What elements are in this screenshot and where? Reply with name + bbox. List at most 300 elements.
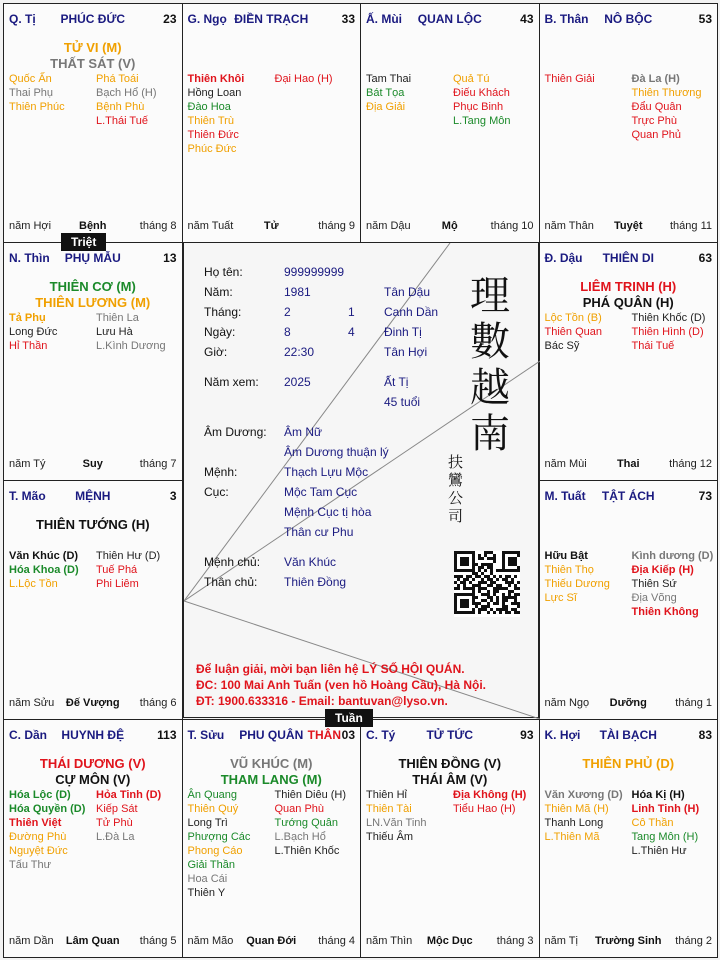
minor-stars-left [9, 549, 79, 591]
minor-star: Hóa Lộc (D) [9, 788, 71, 801]
info-value: Đinh Tị [384, 325, 422, 339]
minor-star: Thiên Khốc (D) [631, 311, 706, 324]
palace-footer [545, 935, 713, 949]
month-label: tháng 7 [139, 458, 177, 470]
earthly-branch: T. Mão [9, 489, 46, 503]
minor-star: Tả Phụ [9, 311, 46, 324]
month-label: tháng 4 [318, 935, 355, 947]
year-label: năm Dần [9, 935, 54, 947]
minor-star: Thiên Giải [544, 73, 595, 85]
minor-star: Địa Võng [631, 592, 677, 604]
palace-age: 113 [157, 727, 177, 742]
life-stage: Đế Vượng [65, 696, 120, 709]
main-star: VŨ KHÚC (M) [230, 755, 313, 771]
info-value: 8 [284, 325, 291, 339]
year-label: năm Sửu [9, 696, 55, 709]
minor-star: Hữu Bật [544, 550, 588, 562]
minor-star: Hóa Quyền (D) [9, 802, 86, 815]
palace-name: PHÚC ĐỨC [60, 12, 126, 26]
minor-star: Hoa Cái [187, 872, 228, 885]
main-star: PHÁ QUÂN (H) [582, 294, 674, 310]
earthly-branch: C. Tý [366, 727, 396, 742]
seal-text: 扶鸞公司 [448, 453, 464, 525]
minor-stars-right [275, 788, 347, 858]
info-value: Canh Dần [384, 305, 439, 319]
logo-char: 數 [470, 319, 510, 365]
minor-star: Thanh Long [544, 816, 604, 829]
info-label: Ngày: [204, 325, 236, 339]
palace-age: 73 [698, 489, 712, 503]
info-row [204, 285, 464, 301]
palace-footer [545, 458, 713, 472]
minor-star: Trực Phù [631, 115, 677, 127]
info-value: 2 [284, 305, 291, 319]
minor-stars-left [545, 788, 623, 844]
palace-footer [9, 935, 177, 949]
main-star: THIÊN ĐỒNG (V) [398, 755, 502, 771]
palace-age: 23 [163, 12, 177, 26]
year-label: năm Dậu [366, 219, 411, 232]
palace-cell-dan[interactable] [3, 719, 183, 959]
palace-cell-ty[interactable] [360, 719, 540, 959]
info-value: 2025 [284, 375, 311, 389]
qr-code[interactable] [454, 551, 520, 617]
year-label: năm Mùi [544, 458, 587, 470]
info-label: Cục: [204, 485, 229, 499]
palace-header [188, 728, 356, 744]
info-value: Thiên Đồng [284, 575, 347, 589]
minor-stars-right [453, 72, 510, 128]
main-star: THIÊN PHỦ (D) [582, 755, 675, 771]
palace-name: PHU QUÂN [239, 727, 304, 742]
minor-star: Thai Phụ [9, 87, 54, 99]
main-stars [361, 756, 539, 788]
main-star: THIÊN CƠ (M) [49, 278, 136, 294]
minor-star: Văn Xương (D) [544, 788, 623, 801]
minor-star: Giải Thần [187, 858, 235, 871]
info-label: Giờ: [204, 345, 228, 359]
palace-cell-mui[interactable] [360, 3, 540, 243]
minor-star: Nguyệt Đức [9, 844, 68, 857]
palace-footer [9, 220, 177, 234]
minor-star: Lực Sĩ [544, 592, 577, 604]
minor-star: Long Trì [187, 816, 228, 829]
info-value: 22:30 [284, 345, 315, 359]
minor-star: Bệnh Phù [96, 101, 145, 113]
earthly-branch: G. Ngọ [187, 12, 227, 26]
minor-star: Phúc Đức [187, 143, 237, 155]
contact-block [196, 661, 486, 709]
palace-header [545, 489, 713, 505]
minor-star: Thiên Việt [9, 816, 62, 829]
minor-star: Hóa Kị (H) [631, 788, 685, 801]
logo-char: 南 [470, 411, 510, 457]
minor-star: Thiếu Âm [366, 830, 414, 843]
month-label: tháng 11 [669, 219, 712, 232]
minor-star: Linh Tinh (H) [631, 802, 700, 815]
info-label: Năm xem: [204, 375, 259, 389]
minor-star: Thiên Không [631, 606, 699, 618]
main-stars [4, 756, 182, 788]
year-label: năm Tuất [187, 219, 234, 232]
palace-cell-suu[interactable] [182, 719, 362, 959]
info-value: 45 tuổi [384, 395, 421, 409]
life-stage: Lâm Quan [65, 935, 120, 947]
main-star: THIÊN TƯỚNG (H) [35, 517, 150, 532]
minor-star: Phục Binh [453, 101, 504, 113]
info-value: Âm Nữ [284, 425, 323, 439]
life-stage: Thai [616, 458, 640, 470]
minor-star: L.Thiên Mã [544, 830, 600, 843]
earthly-branch: K. Hợi [544, 727, 581, 742]
earthly-branch: Ấ. Mùi [366, 12, 402, 26]
info-label: Mệnh: [204, 465, 238, 479]
main-star: THẤT SÁT (V) [50, 56, 136, 71]
info-row [204, 445, 464, 461]
palace-age: 03 [341, 727, 355, 742]
minor-star: Tử Phù [96, 816, 133, 829]
minor-star: Hỉ Thần [9, 339, 48, 352]
minor-star: Lưu Hà [96, 325, 133, 338]
palace-cell-tuat[interactable] [539, 480, 719, 720]
minor-star: Địa Giải [366, 101, 406, 113]
minor-star: Thiên Diêu (H) [274, 788, 347, 801]
minor-star: Phá Toái [96, 73, 139, 85]
minor-star: Thiên Phúc [9, 101, 65, 113]
minor-star: LN.Văn Tinh [366, 816, 427, 829]
info-value: Tân Dậu [384, 285, 431, 299]
minor-star: Quốc Ấn [9, 73, 52, 85]
minor-stars-right [632, 549, 714, 619]
minor-star: Bạch Hổ (H) [96, 87, 157, 99]
palace-header [545, 12, 713, 28]
month-label: tháng 2 [675, 935, 712, 947]
minor-star: Thiên Trù [187, 115, 234, 127]
minor-star: Hỏa Tinh (D) [96, 788, 162, 801]
info-value: Tân Hợi [384, 345, 428, 359]
minor-stars-right [453, 788, 526, 816]
palace-header [366, 728, 534, 744]
main-star: LIÊM TRINH (H) [580, 278, 677, 294]
minor-stars-left [545, 311, 602, 353]
life-stage: Quan Đới [246, 935, 297, 947]
earthly-branch: T. Sửu [187, 727, 225, 742]
minor-star: Tuế Phá [96, 564, 138, 576]
minor-stars-right [632, 311, 706, 353]
minor-star: L.Lộc Tồn [9, 578, 58, 590]
month-label: tháng 6 [139, 696, 177, 709]
minor-star: Kình dương (D) [631, 550, 714, 562]
palace-age: 33 [341, 12, 355, 26]
main-star: THAM LANG (M) [220, 771, 322, 787]
minor-star: Thiên La [96, 311, 139, 324]
minor-stars-left [9, 72, 65, 114]
info-label: Âm Dương: [204, 425, 267, 439]
minor-stars-left [545, 549, 610, 605]
minor-stars-right [275, 72, 333, 86]
triet-tag: Triệt [61, 233, 106, 251]
palace-name: THIÊN DI [602, 250, 654, 265]
minor-stars-right [632, 72, 702, 142]
minor-star: Long Đức [9, 325, 58, 338]
info-row [204, 555, 464, 571]
info-value: Văn Khúc [284, 555, 337, 569]
minor-star: Tam Thai [366, 73, 412, 85]
minor-star: Bát Tọa [366, 87, 405, 99]
minor-star: Lộc Tồn (B) [544, 311, 602, 324]
than-marker: THÂN [307, 727, 341, 742]
minor-star: Thiên Đức [187, 129, 239, 141]
palace-age: 13 [163, 250, 177, 265]
palace-cell-ti[interactable] [3, 3, 183, 243]
palace-age: 93 [520, 727, 534, 742]
minor-star: L.Thiên Hư [631, 844, 687, 857]
minor-star: Thiên Thương [631, 87, 702, 99]
minor-star: Phượng Các [187, 830, 251, 843]
life-stage: Mộ [441, 219, 458, 232]
minor-star: L.Bạch Hổ [274, 830, 326, 843]
palace-footer [545, 697, 713, 711]
minor-star: L.Đà La [96, 830, 135, 843]
minor-star: L.Thái Tuế [96, 115, 148, 127]
minor-stars-left [188, 788, 251, 900]
life-stage: Tuyệt [613, 219, 643, 232]
main-stars [183, 756, 361, 788]
info-value: 1 [348, 305, 355, 319]
palace-footer [545, 220, 713, 234]
year-label: năm Thìn [366, 935, 413, 947]
main-stars [4, 517, 182, 533]
month-label: tháng 8 [139, 219, 177, 232]
info-value: 999999999 [284, 265, 345, 279]
life-stage: Tử [263, 219, 279, 232]
palace-header [545, 728, 713, 744]
main-stars [540, 756, 718, 772]
palace-age: 43 [520, 12, 534, 26]
minor-star: Thiên Thọ [544, 564, 594, 576]
minor-star: Quan Phù [274, 802, 325, 815]
minor-star: Đào Hoa [187, 101, 231, 113]
info-row [204, 575, 464, 591]
main-stars [540, 279, 718, 311]
info-row [204, 305, 464, 321]
month-label: tháng 1 [675, 696, 712, 709]
month-label: tháng 12 [669, 458, 712, 470]
palace-name: TÀI BẠCH [599, 727, 657, 742]
info-row [204, 425, 464, 441]
info-row [204, 345, 464, 361]
info-value: Mệnh Cục tị hòa [284, 505, 372, 519]
info-row [204, 325, 464, 341]
minor-star: Phi Liêm [96, 578, 139, 590]
info-label: Tháng: [204, 305, 242, 319]
earthly-branch: B. Thân [544, 12, 589, 26]
month-label: tháng 9 [318, 219, 355, 232]
contact-line1: Để luận giải, mời bạn liên hệ LÝ SỐ HỘI QUÁN. [196, 662, 465, 676]
minor-star: Hồng Loan [187, 87, 242, 99]
info-value: Ất Tị [384, 375, 409, 389]
minor-star: Thiên Mã (H) [544, 802, 609, 815]
life-stage: Dưỡng [609, 696, 647, 709]
life-stage: Trường Sinh [594, 935, 662, 947]
month-label: tháng 3 [496, 935, 534, 947]
minor-stars-left [545, 72, 595, 86]
minor-star: L.Tang Môn [453, 115, 511, 127]
logo-char: 越 [470, 365, 510, 411]
minor-star: Thiếu Dương [544, 578, 610, 590]
info-panel [183, 242, 539, 718]
minor-stars-right [96, 549, 160, 591]
minor-stars-right [632, 788, 700, 858]
logo-vertical-text [460, 273, 520, 457]
earthly-branch: M. Tuất [544, 489, 586, 503]
palace-footer [9, 458, 177, 472]
minor-star: Văn Khúc (D) [9, 550, 79, 562]
minor-star: L.Thiên Khốc [274, 844, 340, 857]
info-label: Năm: [204, 285, 233, 299]
minor-star: Tướng Quân [274, 816, 338, 829]
minor-star: Thiên Hư (D) [96, 550, 161, 562]
horoscope-chart [3, 3, 717, 957]
minor-star: Bác Sỹ [544, 339, 580, 352]
palace-header [545, 251, 713, 267]
info-value: 4 [348, 325, 355, 339]
year-label: năm Hợi [9, 219, 52, 232]
info-row [204, 465, 464, 481]
minor-star: Thiên Quý [187, 802, 239, 815]
info-row [204, 505, 464, 521]
main-star: CỰ MÔN (V) [55, 771, 131, 787]
minor-star: Cô Thần [631, 816, 674, 829]
minor-star: Thiên Tài [366, 802, 412, 815]
info-row [204, 375, 464, 391]
minor-star: Thiên Khôi [187, 73, 245, 85]
minor-star: L.Kình Dương [96, 339, 166, 352]
minor-stars-left [9, 311, 57, 353]
info-value: 1981 [284, 285, 311, 299]
minor-star: Địa Kiếp (H) [631, 564, 694, 576]
info-value: Thân cư Phu [284, 525, 354, 539]
palace-age: 53 [698, 12, 712, 26]
palace-age: 83 [698, 727, 712, 742]
minor-stars-right [96, 311, 166, 353]
year-label: năm Tị [544, 935, 578, 947]
palace-name: HUYNH ĐỆ [61, 727, 125, 742]
info-label: Thân chủ: [204, 575, 258, 589]
palace-name: PHỤ MẪU [64, 250, 121, 265]
palace-footer [188, 220, 356, 234]
minor-stars-left [366, 72, 411, 114]
palace-name: QUAN LỘC [417, 12, 482, 26]
minor-stars-left [366, 788, 427, 844]
minor-star: Thái Tuế [631, 339, 675, 352]
info-label: Mệnh chủ: [204, 555, 261, 569]
info-value: Mộc Tam Cục [284, 485, 358, 499]
minor-star: Hóa Khoa (D) [9, 564, 79, 576]
contact-line2: ĐC: 100 Mai Anh Tuấn (ven hồ Hoàng Cầu), Hà Nội. [196, 678, 487, 692]
palace-header [9, 489, 177, 505]
palace-cell-thin[interactable] [3, 242, 183, 482]
main-stars [4, 40, 182, 72]
minor-star: Thiên Y [187, 886, 226, 899]
year-label: năm Tý [9, 458, 46, 470]
minor-star: Quan Phủ [631, 129, 682, 141]
minor-star: Ân Quang [187, 788, 238, 801]
palace-name: NÔ BỘC [604, 12, 653, 26]
earthly-branch: Đ. Dậu [544, 250, 583, 265]
minor-star: Kiếp Sát [96, 802, 138, 815]
minor-star: Đại Hao (H) [274, 73, 333, 85]
earthly-branch: C. Dần [9, 727, 48, 742]
minor-star: Đà La (H) [631, 73, 680, 85]
palace-name: MỆNH [75, 489, 111, 503]
main-star: THÁI DƯƠNG (V) [39, 755, 146, 771]
palace-cell-dau[interactable] [539, 242, 719, 482]
minor-stars-right [96, 788, 161, 844]
palace-name: TỬ TỨC [426, 727, 474, 742]
minor-star: Tấu Thư [9, 858, 52, 871]
month-label: tháng 10 [490, 219, 534, 232]
info-value: Âm Dương thuận lý [284, 445, 389, 459]
earthly-branch: Q. Tị [9, 12, 36, 26]
minor-star: Phong Cáo [187, 844, 243, 857]
info-value: Thạch Lựu Mộc [284, 465, 369, 479]
minor-stars-right [96, 72, 157, 128]
palace-footer [9, 697, 177, 711]
year-label: năm Ngọ [544, 696, 590, 709]
minor-star: Địa Không (H) [453, 788, 527, 801]
palace-cell-ngo[interactable] [182, 3, 362, 243]
contact-line3: ĐT: 1900.633316 - Email: bantuvan@lyso.vn. [196, 694, 448, 708]
info-row [204, 525, 464, 541]
minor-star: Quả Tú [453, 73, 490, 85]
palace-footer [366, 935, 534, 949]
main-star: THIÊN LƯƠNG (M) [35, 294, 151, 310]
palace-header [9, 12, 177, 28]
palace-name: TẬT ÁCH [601, 489, 655, 503]
palace-header [366, 12, 534, 28]
minor-star: Đẩu Quân [631, 101, 682, 113]
palace-age: 63 [698, 250, 712, 265]
info-row [204, 395, 464, 411]
life-stage: Suy [82, 458, 103, 470]
palace-header [188, 12, 356, 28]
main-star: THÁI ÂM (V) [412, 771, 488, 787]
month-label: tháng 5 [139, 935, 177, 947]
life-stage: Mộc Dục [426, 935, 473, 947]
minor-star: Tiểu Hao (H) [453, 802, 516, 815]
minor-star: Thiên Hỉ [366, 788, 407, 801]
minor-stars-left [188, 72, 245, 156]
palace-footer [366, 220, 534, 234]
earthly-branch: N. Thìn [9, 250, 50, 265]
palace-cell-hoi[interactable] [539, 719, 719, 959]
minor-star: Đường Phù [9, 830, 67, 843]
tuan-tag: Tuần [325, 709, 373, 727]
palace-header [9, 728, 177, 744]
year-label: năm Mão [187, 935, 234, 947]
info-label: Họ tên: [204, 265, 243, 279]
palace-footer [188, 935, 356, 949]
palace-age: 3 [169, 489, 177, 503]
info-row [204, 265, 464, 281]
palace-name: ĐIỀN TRẠCH [234, 12, 309, 26]
palace-cell-mao[interactable] [3, 480, 183, 720]
palace-cell-than[interactable] [539, 3, 719, 243]
main-star: TỬ VI (M) [63, 40, 122, 55]
logo-char: 理 [470, 273, 510, 319]
year-label: năm Thân [544, 219, 594, 232]
